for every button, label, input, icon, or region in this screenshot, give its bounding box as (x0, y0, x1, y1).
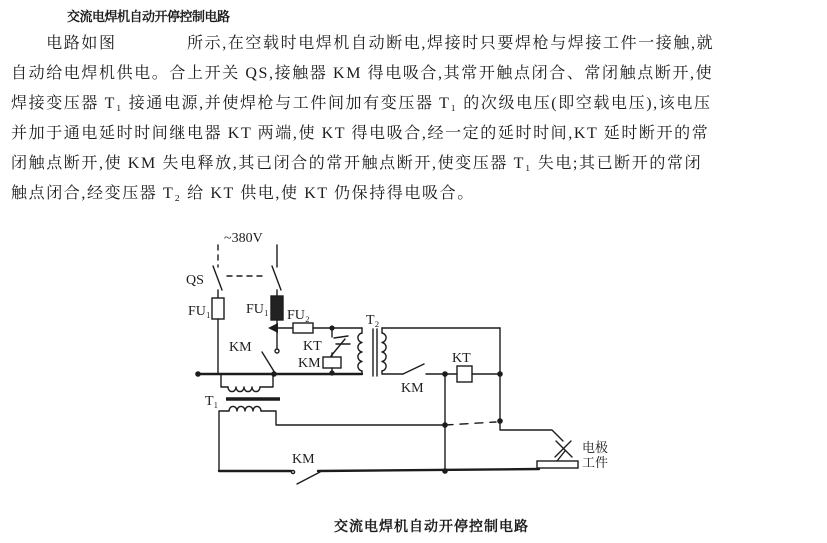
electrode-label: 电极 (582, 440, 609, 455)
km-weld-label: KM (292, 452, 315, 467)
voltage-label: ~380V (224, 231, 263, 246)
body-line: 焊接变压器 T₁ 接通电源,并使焊枪与工件间加有变压器 T₁ 的次级电压(即空载电压),该电压 (11, 95, 712, 112)
workpiece-label: 工件 (582, 455, 609, 470)
kt-contact-label: KT (303, 339, 322, 354)
body-line: 闭触点断开,使 KM 失电释放,其已闭合的常开触点断开,使变压器 T₁ 失电;其已断开的常闭 (11, 155, 703, 172)
kt-coil-label: KT (452, 351, 471, 366)
kt-holding-circuit (382, 328, 500, 471)
body-line: 触点闭合,经变压器 T₂ 给 KT 供电,使 KT 仍保持得电吸合。 (11, 185, 475, 202)
body-line: 电路如图 所示,在空载时电焊机自动断电,焊接时只要焊枪与焊接工件一接触,就 (11, 35, 715, 52)
fu1-left-label: FU₁ (188, 304, 211, 319)
t2-label: T₂ (366, 313, 380, 328)
body-line: 自动给电焊机供电。合上开关 QS,接触器 KM 得电吸合,其常开触点闭合、常闭触点断开,使 (11, 65, 714, 82)
body-line: 并加于通电延时时间继电器 KT 两端,使 KT 得电吸合,经一定的延时时间,KT 延时断开的常 (11, 125, 710, 142)
km-no-label: KM (401, 381, 424, 396)
km-coil-label: KM (298, 356, 321, 371)
fu1-right-label: FU₁ (246, 302, 269, 317)
qs-label: QS (186, 273, 204, 288)
km-coil (298, 356, 341, 374)
fuse-fu1-left (188, 298, 224, 374)
welding-circuit (219, 452, 539, 484)
qs-switch (186, 266, 281, 298)
kt-coil (457, 366, 472, 382)
figure-caption: 交流电焊机自动开停控制电路 (334, 520, 529, 535)
transformer-t2 (358, 313, 386, 376)
km-main-contact (229, 340, 279, 373)
fu2-label: FU₂ (287, 308, 310, 323)
page-title: 交流电焊机自动开停控制电路 (67, 9, 230, 24)
t1-label: T₁ (205, 394, 219, 409)
km-main-label: KM (229, 340, 252, 355)
supply-lines (218, 231, 277, 267)
